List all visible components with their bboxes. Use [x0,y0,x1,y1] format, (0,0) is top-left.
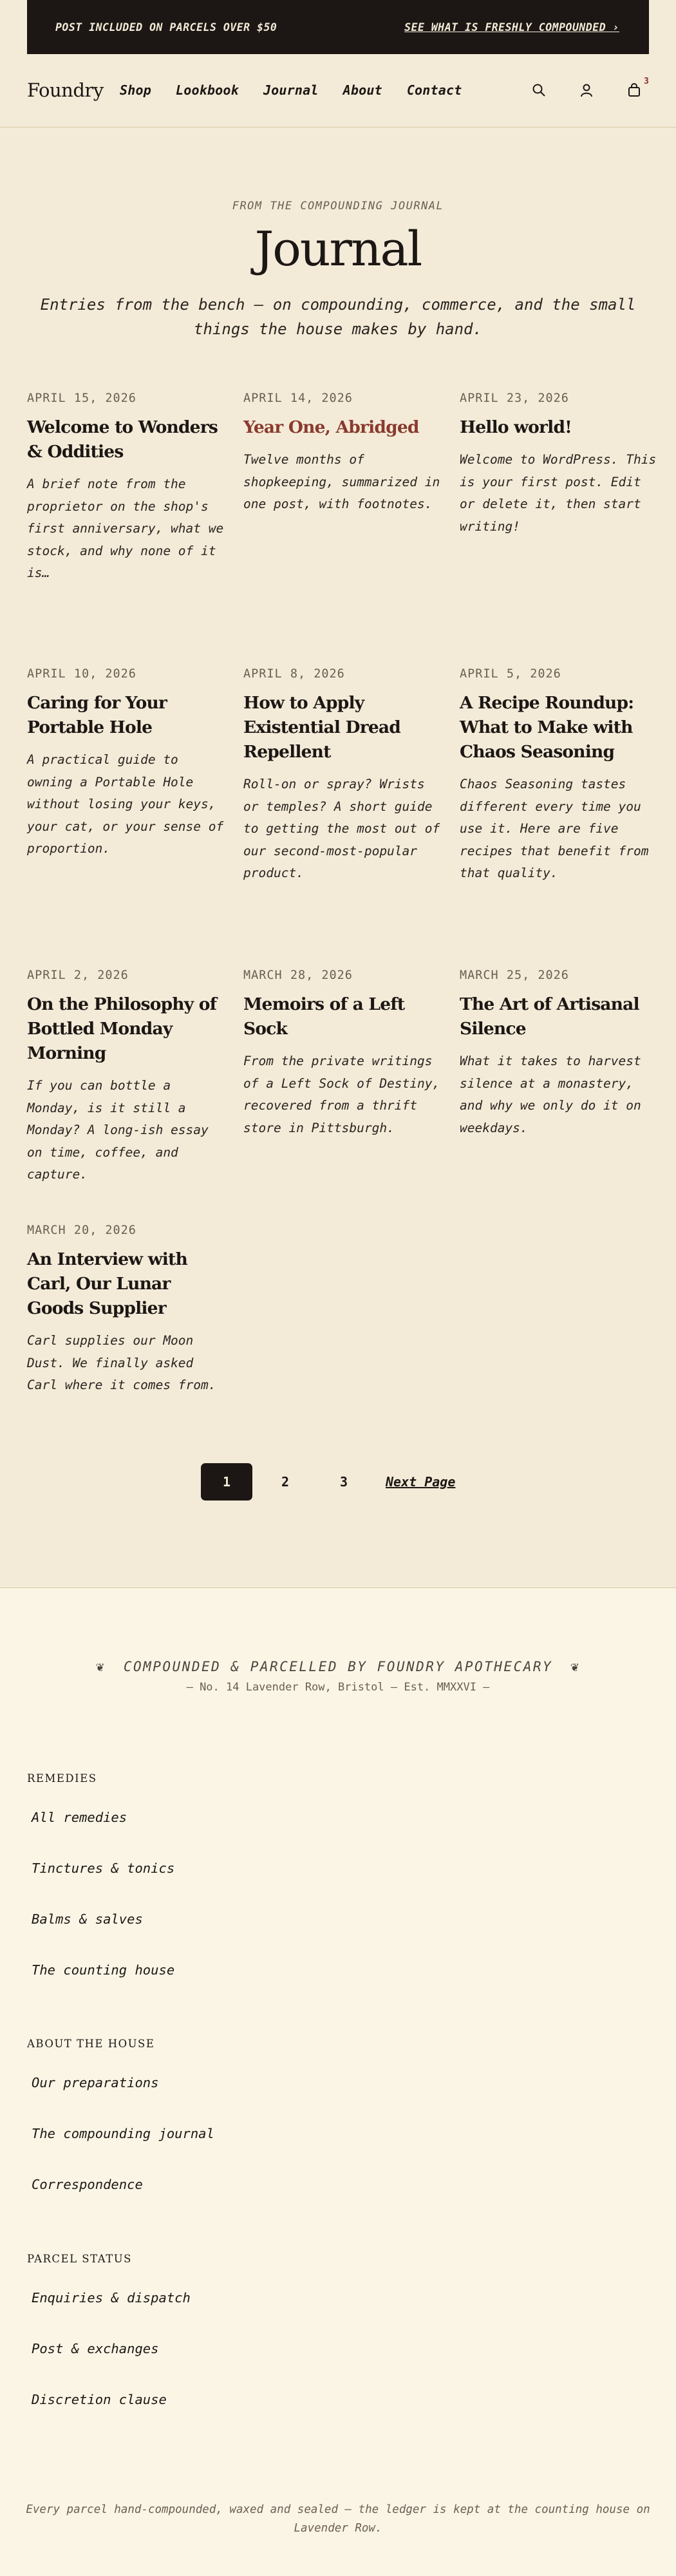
post-card [243,392,443,516]
footer-section-about [27,2038,214,2210]
brand-logo[interactable]: Foundry [27,79,104,101]
footer-section-parcel [27,2253,191,2425]
footer-tagline: COMPOUNDED & PARCELLED BY FOUNDRY APOTHECARY [123,1659,553,1674]
journal-hero [0,200,676,341]
footer-masthead [0,1659,676,1694]
nav-lookbook[interactable]: Lookbook [175,82,239,98]
post-title-link[interactable]: How to Apply Existential Dread Repellent [243,693,401,762]
post-date: APRIL 15, 2026 [27,392,136,405]
footer-links [27,1792,174,1996]
site-footer [0,1587,676,2576]
announcement-bar [27,0,649,54]
post-date: APRIL 5, 2026 [460,667,561,681]
post-excerpt: What it takes to harvest silence at a monastery, and why we only do it on weekdays. [460,1054,641,1135]
post-excerpt: Twelve months of shopkeeping, summarized in one post, with footnotes. [243,452,440,511]
post-title-link[interactable]: Year One, Abridged [243,417,419,437]
nav-contact[interactable]: Contact [406,82,462,98]
page-3-button[interactable]: 3 [339,1474,348,1490]
footer-links [27,2273,191,2425]
hero-lede: Entries from the bench — on compounding, commerce, and the small things the house makes by hand. [40,296,636,338]
post-card [243,667,443,885]
post-title-link[interactable]: Memoirs of a Left Sock [243,994,405,1039]
post-excerpt: A practical guide to owning a Portable Hole without losing your keys, your cat, or your sense of proportion. [27,752,224,856]
post-title-link[interactable]: Hello world! [460,417,572,437]
post-excerpt: If you can bottle a Monday, is it still a Monday? A long-ish essay on time, coffee, and capture. [27,1078,209,1182]
post-card [27,1224,227,1397]
footer-link[interactable]: Tinctures & tonics [32,1861,175,1876]
cart-icon[interactable] [627,77,649,97]
post-date: APRIL 2, 2026 [27,969,129,982]
footer-heading: PARCEL STATUS [27,2253,132,2265]
footer-link[interactable]: Post & exchanges [32,2341,159,2356]
post-excerpt: From the private writings of a Left Sock of Destiny, recovered from a thrift store in Pittsburgh. [243,1054,440,1135]
post-excerpt: A brief note from the proprietor on the shop's first anniversary, what we stock, and why none of it is… [27,477,224,580]
post-title-link[interactable]: Caring for Your Portable Hole [27,693,167,737]
site-header [27,54,649,126]
page-title: Journal [254,222,422,277]
shipping-notice: POST INCLUDED ON PARCELS OVER $50 [55,21,277,33]
post-date: APRIL 10, 2026 [27,667,136,681]
footer-link[interactable]: Balms & salves [32,1911,143,1927]
footer-note: Every parcel hand-compounded, waxed and sealed — the ledger is kept at the counting house on Lavender Row. [26,2503,650,2535]
footer-link[interactable]: The counting house [32,1962,175,1978]
fleuron-icon: ❦ [95,1659,106,1674]
footer-address: — No. 14 Lavender Row, Bristol — Est. MMXXVI — [186,1681,490,1694]
footer-section-remedies [27,1772,174,1996]
post-excerpt: Chaos Seasoning tastes different every time you use it. Here are five recipes that benefit from that quality. [460,777,649,880]
post-card [27,392,227,585]
footer-heading: REMEDIES [27,1772,97,1785]
post-date: APRIL 23, 2026 [460,392,569,405]
footer-link[interactable]: Discretion clause [32,2392,167,2407]
post-title-link[interactable]: On the Philosophy of Bottled Monday Morning [27,994,217,1063]
post-excerpt: Roll-on or spray? Wrists or temples? A short guide to getting the most out of our second-most-popular product. [243,777,440,880]
header-actions [532,77,649,97]
footer-link[interactable]: The compounding journal [32,2126,214,2141]
footer-link[interactable]: All remedies [32,1810,127,1825]
footer-link[interactable]: Correspondence [32,2177,143,2192]
footer-link[interactable]: Enquiries & dispatch [32,2290,191,2306]
footer-links [27,2058,214,2210]
post-card [243,969,443,1139]
pagination [201,1463,455,1501]
account-icon[interactable] [579,83,594,97]
post-card [460,667,659,885]
footer-link[interactable]: Our preparations [32,2075,159,2090]
post-date: MARCH 20, 2026 [27,1224,136,1237]
post-card [27,667,227,860]
header-divider [0,127,676,128]
post-excerpt: Welcome to WordPress. This is your first post. Edit or delete it, then start writing! [460,452,657,534]
post-date: APRIL 14, 2026 [243,392,353,405]
nav-about[interactable]: About [343,82,382,98]
post-title-link[interactable]: A Recipe Roundup: What to Make with Chaos Seasoning [460,693,634,762]
nav-journal[interactable]: Journal [263,82,319,98]
next-page-link[interactable]: Next Page [386,1474,456,1490]
search-icon[interactable] [532,83,546,97]
main-nav [120,82,487,98]
footer-tagline-row [0,1659,676,1674]
post-card [27,969,227,1186]
fleuron-icon: ❦ [570,1659,581,1674]
post-card [460,969,659,1139]
post-date: MARCH 28, 2026 [243,969,353,982]
hero-eyebrow: FROM THE COMPOUNDING JOURNAL [232,200,444,213]
page-1-button[interactable]: 1 [201,1463,252,1501]
post-excerpt: Carl supplies our Moon Dust. We finally asked Carl where it comes from. [27,1333,216,1392]
post-date: APRIL 8, 2026 [243,667,345,681]
nav-shop[interactable]: Shop [120,82,151,98]
cart-count-badge: 3 [644,77,649,86]
post-title-link[interactable]: An Interview with Carl, Our Lunar Goods Supplier [27,1249,187,1318]
post-title-link[interactable]: Welcome to Wonders & Oddities [27,417,218,462]
post-title-link[interactable]: The Art of Artisanal Silence [460,994,639,1039]
footer-heading: ABOUT THE HOUSE [27,2038,155,2050]
post-card [460,392,659,538]
page-2-button[interactable]: 2 [281,1474,290,1490]
fresh-compounded-link[interactable]: SEE WHAT IS FRESHLY COMPOUNDED › [404,21,619,33]
post-date: MARCH 25, 2026 [460,969,569,982]
